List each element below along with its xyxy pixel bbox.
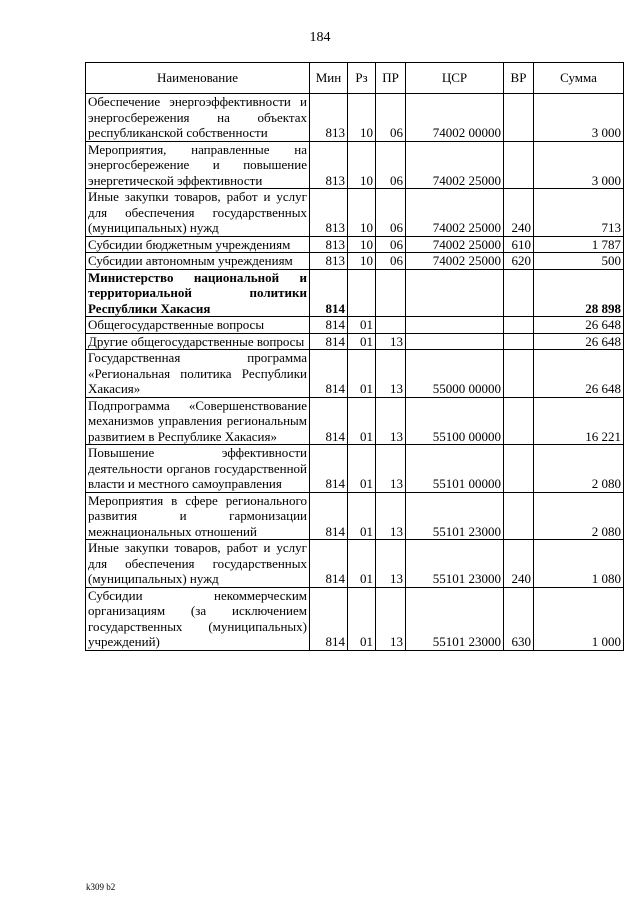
cell-csr: 74002 25000 bbox=[406, 189, 504, 237]
cell-name: Субсидии автономным учреждениям bbox=[86, 253, 310, 270]
cell-pr: 06 bbox=[376, 141, 406, 189]
table-row bbox=[86, 397, 624, 445]
cell-pr bbox=[376, 317, 406, 334]
table-row bbox=[86, 269, 624, 317]
table-row bbox=[86, 317, 624, 334]
cell-rz: 10 bbox=[348, 189, 376, 237]
table-row bbox=[86, 94, 624, 142]
cell-pr: 13 bbox=[376, 350, 406, 398]
cell-pr: 13 bbox=[376, 492, 406, 540]
cell-min: 814 bbox=[310, 492, 348, 540]
cell-csr: 55100 00000 bbox=[406, 397, 504, 445]
cell-vr bbox=[504, 269, 534, 317]
cell-rz: 10 bbox=[348, 236, 376, 253]
cell-name: Подпрограмма «Совершенствование механизмов управления региональным развитием в Республике Хакасия» bbox=[86, 397, 310, 445]
cell-csr: 55101 23000 bbox=[406, 492, 504, 540]
cell-vr bbox=[504, 397, 534, 445]
cell-csr bbox=[406, 269, 504, 317]
cell-csr: 55101 23000 bbox=[406, 587, 504, 650]
cell-pr: 13 bbox=[376, 333, 406, 350]
cell-csr: 74002 25000 bbox=[406, 236, 504, 253]
cell-vr bbox=[504, 317, 534, 334]
cell-sum: 16 221 bbox=[534, 397, 624, 445]
cell-vr bbox=[504, 350, 534, 398]
cell-csr: 55101 00000 bbox=[406, 445, 504, 493]
cell-min: 814 bbox=[310, 333, 348, 350]
cell-pr: 06 bbox=[376, 189, 406, 237]
page-number: 184 bbox=[309, 30, 331, 45]
cell-sum: 2 080 bbox=[534, 445, 624, 493]
cell-name: Министерство национальной и территориальной политики Республики Хакасия bbox=[86, 269, 310, 317]
cell-rz: 01 bbox=[348, 540, 376, 588]
cell-vr bbox=[504, 94, 534, 142]
cell-pr: 13 bbox=[376, 445, 406, 493]
cell-name: Государственная программа «Региональная политика Республики Хакасия» bbox=[86, 350, 310, 398]
cell-min: 814 bbox=[310, 540, 348, 588]
cell-vr: 620 bbox=[504, 253, 534, 270]
table-row bbox=[86, 492, 624, 540]
cell-pr: 06 bbox=[376, 94, 406, 142]
cell-name: Иные закупки товаров, работ и услуг для обеспечения государственных (муниципальных) нужд bbox=[86, 540, 310, 588]
cell-rz bbox=[348, 269, 376, 317]
cell-csr bbox=[406, 317, 504, 334]
cell-vr bbox=[504, 333, 534, 350]
cell-name: Общегосударственные вопросы bbox=[86, 317, 310, 334]
cell-sum: 1 787 bbox=[534, 236, 624, 253]
cell-name: Мероприятия, направленные на энергосбережение и повышение энергетической эффективности bbox=[86, 141, 310, 189]
cell-min: 814 bbox=[310, 587, 348, 650]
cell-vr bbox=[504, 445, 534, 493]
cell-pr: 13 bbox=[376, 540, 406, 588]
header-name: Наименование bbox=[86, 63, 310, 94]
cell-csr: 74002 25000 bbox=[406, 253, 504, 270]
cell-sum: 713 bbox=[534, 189, 624, 237]
cell-rz: 01 bbox=[348, 350, 376, 398]
cell-min: 814 bbox=[310, 317, 348, 334]
table-row bbox=[86, 333, 624, 350]
table-row bbox=[86, 141, 624, 189]
cell-pr: 06 bbox=[376, 253, 406, 270]
budget-table bbox=[85, 62, 624, 651]
cell-vr: 630 bbox=[504, 587, 534, 650]
cell-min: 813 bbox=[310, 141, 348, 189]
cell-sum: 26 648 bbox=[534, 333, 624, 350]
header-vr: ВР bbox=[504, 63, 534, 94]
cell-csr: 74002 25000 bbox=[406, 141, 504, 189]
header-csr: ЦСР bbox=[406, 63, 504, 94]
header-min: Мин bbox=[310, 63, 348, 94]
cell-rz: 10 bbox=[348, 94, 376, 142]
cell-rz: 01 bbox=[348, 587, 376, 650]
cell-rz: 10 bbox=[348, 253, 376, 270]
table-row bbox=[86, 540, 624, 588]
cell-name: Другие общегосударственные вопросы bbox=[86, 333, 310, 350]
table-row bbox=[86, 350, 624, 398]
cell-vr: 610 bbox=[504, 236, 534, 253]
cell-min: 814 bbox=[310, 269, 348, 317]
cell-name: Обеспечение энергоэффективности и энергосбережения на объектах республиканской собственности bbox=[86, 94, 310, 142]
cell-pr bbox=[376, 269, 406, 317]
cell-rz: 10 bbox=[348, 141, 376, 189]
cell-rz: 01 bbox=[348, 333, 376, 350]
table-row bbox=[86, 189, 624, 237]
footer-code: k309 b2 bbox=[86, 882, 116, 892]
table-row bbox=[86, 587, 624, 650]
cell-rz: 01 bbox=[348, 445, 376, 493]
table-body bbox=[86, 94, 624, 651]
cell-sum: 500 bbox=[534, 253, 624, 270]
header-rz: Рз bbox=[348, 63, 376, 94]
cell-sum: 1 080 bbox=[534, 540, 624, 588]
cell-sum: 26 648 bbox=[534, 350, 624, 398]
cell-csr bbox=[406, 333, 504, 350]
cell-min: 813 bbox=[310, 253, 348, 270]
table-row bbox=[86, 445, 624, 493]
cell-sum: 26 648 bbox=[534, 317, 624, 334]
cell-name: Субсидии некоммерческим организациям (за исключением государственных (муниципальных) учреждений) bbox=[86, 587, 310, 650]
cell-min: 813 bbox=[310, 236, 348, 253]
cell-min: 813 bbox=[310, 189, 348, 237]
header-sum: Сумма bbox=[534, 63, 624, 94]
cell-vr: 240 bbox=[504, 540, 534, 588]
cell-vr bbox=[504, 141, 534, 189]
table-row bbox=[86, 236, 624, 253]
cell-rz: 01 bbox=[348, 397, 376, 445]
header-pr: ПР bbox=[376, 63, 406, 94]
cell-name: Мероприятия в сфере регионального развития и гармонизации межнациональных отношений bbox=[86, 492, 310, 540]
cell-min: 814 bbox=[310, 397, 348, 445]
cell-min: 814 bbox=[310, 350, 348, 398]
cell-sum: 3 000 bbox=[534, 94, 624, 142]
cell-min: 814 bbox=[310, 445, 348, 493]
cell-pr: 06 bbox=[376, 236, 406, 253]
cell-pr: 13 bbox=[376, 587, 406, 650]
cell-name: Иные закупки товаров, работ и услуг для обеспечения государственных (муниципальных) нужд bbox=[86, 189, 310, 237]
cell-sum: 1 000 bbox=[534, 587, 624, 650]
cell-csr: 74002 00000 bbox=[406, 94, 504, 142]
cell-csr: 55000 00000 bbox=[406, 350, 504, 398]
cell-name: Повышение эффективности деятельности органов государственной власти и местного самоуправления bbox=[86, 445, 310, 493]
table-row bbox=[86, 253, 624, 270]
cell-sum: 28 898 bbox=[534, 269, 624, 317]
cell-rz: 01 bbox=[348, 317, 376, 334]
cell-name: Субсидии бюджетным учреждениям bbox=[86, 236, 310, 253]
cell-pr: 13 bbox=[376, 397, 406, 445]
table-header-row bbox=[86, 63, 624, 94]
cell-vr bbox=[504, 492, 534, 540]
cell-vr: 240 bbox=[504, 189, 534, 237]
cell-sum: 3 000 bbox=[534, 141, 624, 189]
cell-rz: 01 bbox=[348, 492, 376, 540]
cell-sum: 2 080 bbox=[534, 492, 624, 540]
cell-min: 813 bbox=[310, 94, 348, 142]
cell-csr: 55101 23000 bbox=[406, 540, 504, 588]
